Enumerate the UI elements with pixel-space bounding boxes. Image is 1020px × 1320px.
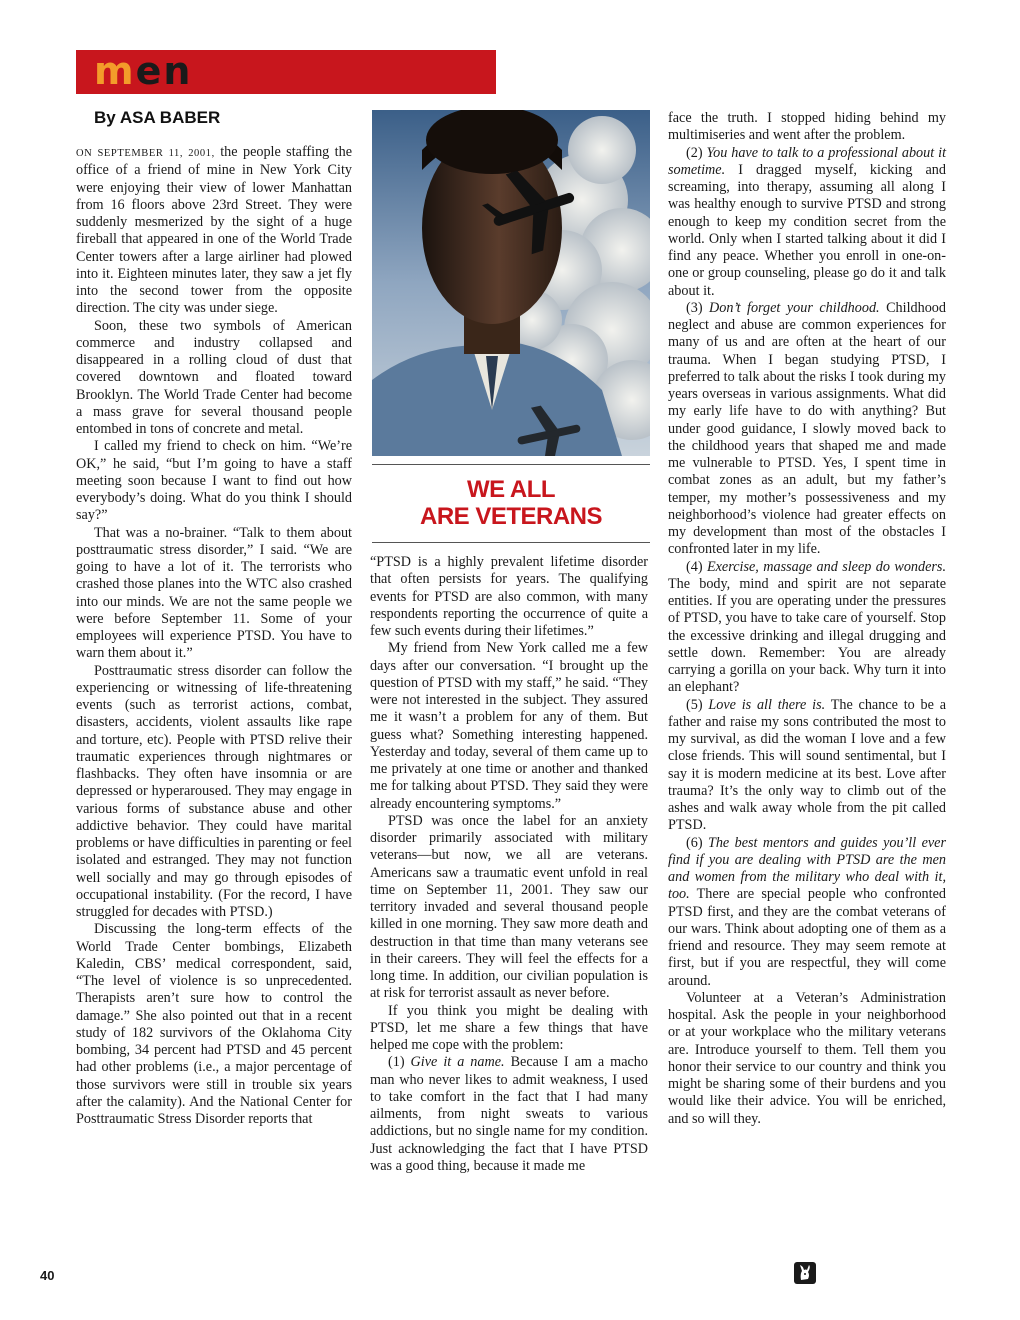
paragraph: Volunteer at a Veteran’s Administration hospital. Ask the people in your neighborhood or at your workplace who the military veterans are. Introduce yourself to them. Tell them you honor their service to our country and think you might be sharing some of their burdens and you would like their advice. You will be enriched, and so will they. xyxy=(668,989,946,1127)
headline-line-2: ARE VETERANS xyxy=(419,503,603,530)
paragraph: If you think you might be dealing with PTSD, let me share a few things that have helped me cope with the problem: xyxy=(370,1002,648,1053)
headline-line-1: WE ALL xyxy=(466,476,556,503)
paragraph: That was a no-brainer. “Talk to them about posttraumatic stress disorder,” I said. “We are going to have a lot of it. The terrorists who crashed those planes into the WTC also crashed into our minds. We are not the same people we were before September 11. Some of your employees will experience PTSD. You have to warn them about it.” xyxy=(76,524,352,662)
paragraph: “PTSD is a highly prevalent lifetime disorder that often persists for years. The qualifying events for PTSD are also common, with many respondents reporting the occurrence of quite a few such events during their lifetimes.” xyxy=(370,554,648,639)
paragraph: (2) You have to talk to a professional about it sometime. I dragged myself, kicking and screaming, into therapy, assuming all along I was healthy enough to survive PTSD and strong enough to keep my condition secret from the world. Only when I started talking about it did I find any peace. Whether you enroll in one-on-one or group counseling, please go do it and talk about it. xyxy=(668,144,947,299)
paragraph: My friend from New York called me a few days after our conversation. “I brought up the question of PTSD with my staff,” he said. “They were not interested in the subject. They assured me it wasn’t a problem for any of them. But guess what? Something interesting happened. Yesterday and today, several of them came up to me privately at one time or another and thanked me for talking about PTSD. They said they were already encountering symptoms.” xyxy=(370,640,648,812)
paragraph: (3) Don’t forget your childhood. Childhood neglect and abuse are common experiences for many of us and are often at the heart of our trauma. When I began studying PTSD, I preferred to talk about the risks I took during my years overseas in various assignments. What did my early life have to do with anything? But under good guidance, I slowly moved back to the childhood years that shaped me and made me vulnerable to PTSD. Yes, I spent time in combat zones as an adult, but my father’s temper, my mother’s possessiveness and my neighborhood’s violence had greater effects on my development than most of the obstacles I confronted later in my life. xyxy=(668,299,946,558)
paragraph: (5) Love is all there is. The chance to be a father and raise my sons contributed the most to my survival, as did the woman I love and a few close friends. This will sound sentimental, but I say it is modern medicine at its best. Love after trauma? It’s the only way to climb out of the ashes and walk away whole from the pit called PTSD. xyxy=(668,696,947,834)
section-title xyxy=(94,48,192,94)
paragraph: ON SEPTEMBER 11, 2001, the people staffing the office of a friend of mine in New York City were enjoying their view of lower Manhattan from 16 floors above 23rd Street. They were suddenly mesmerized by the sight of a huge fireball that appeared in one of the World Trade Center towers after a large airliner had plowed into it. Eighteen minutes later, they saw a jet fly into the second tower from the opposite direction. The city was under siege. xyxy=(76,144,352,317)
paragraph: (6) The best mentors and guides you’ll ever find if you are dealing with PTSD are the men and women from the military who deal with it, too. There are special people who confronted PTSD first, and they are the combat veterans of our wars. Think about adopting one of them as a friend and resource. They may seem remote at first, but if you are respectful, they will come around. xyxy=(668,834,947,989)
paragraph: I called my friend to check on him. “We’re OK,” he said, “but I’m going to have a staff meeting soon because I want to find out how everybody’s doing. What do you think I should say?” xyxy=(76,438,352,524)
illustration xyxy=(372,110,650,456)
headline-rule-top xyxy=(372,464,650,465)
headline xyxy=(372,476,650,530)
paragraph: face the truth. I stopped hiding behind my multimiseries and went after the problem. xyxy=(668,110,946,144)
column-3 xyxy=(668,110,946,1128)
paragraph: Posttraumatic stress disorder can follow the experiencing or witnessing of life-threatening events (such as terrorist actions, combat, disasters, accidents, violent assaults like rape and torture, etc). People with PTSD relive their traumatic experiences through nightmares or flashbacks. They often have insomnia or are depressed or hyperaroused. They may engage in various forms of substance abuse and other addictive behavior. They could have marital problems or have difficulties in parenting or feel isolated and estranged. They may not function well socially and may go through episodes of occupational instability. (For the record, I have struggled for decades with PTSD.) xyxy=(76,662,352,920)
section-title-initial: m xyxy=(94,49,136,93)
rabbit-head-icon xyxy=(794,1262,816,1284)
page-number: 40 xyxy=(40,1268,55,1283)
headline-rule-bottom xyxy=(372,542,650,543)
illustration-man-and-airplanes xyxy=(372,110,650,456)
paragraph: Soon, these two symbols of American commerce and industry collapsed and disappeared in a rolling cloud of dust that covered downtown and floated toward Brooklyn. The World Trade Center had become a mass grave for several thousand people entombed in tons of concrete and metal. xyxy=(76,317,352,437)
paragraph: (4) Exercise, massage and sleep do wonders. The body, mind and spirit are not separate entities. If you are operating under the pressures of PTSD, you have to take care of yourself. Stop the excessive drinking and illegal drugging and settle down. Remember: You are already carrying a gorilla on your back. Why turn it into an elephant? xyxy=(668,558,947,696)
column-2 xyxy=(370,554,648,1175)
rabbit-head-end-icon xyxy=(794,1262,816,1284)
section-banner xyxy=(76,50,496,94)
dateline: ON SEPTEMBER 11, 2001, xyxy=(76,148,215,159)
byline: By ASA BABER xyxy=(94,108,221,127)
paragraph: PTSD was once the label for an anxiety disorder primarily associated with military veterans—but now, we all are veterans. Americans saw a traumatic event unfold in real time on September 11, 2001. They saw our territory invaded and several thousand people killed in one morning. They saw more death and destruction in that time than many veterans see in their careers. They will feel the effects for a long time. In addition, our civilian population is at risk for terrorist assault as never before. xyxy=(370,812,648,1002)
column-1 xyxy=(76,144,352,1128)
section-title-rest: en xyxy=(135,49,193,93)
paragraph: (1) Give it a name. Because I am a macho man who never likes to admit weakness, I used to take comfort in the fact that I had many ailments, from night sweats to various addictions, but no single name for my condition. Just acknowledging the fact that I have PTSD was a good thing, because it made me xyxy=(370,1054,648,1174)
paragraph: Discussing the long-term effects of the World Trade Center bombings, Elizabeth Kaledin, CBS’ medical correspondent, said, “The level of violence is so unprecedented. Therapists aren’t sure how to control the damage.” She also pointed out that in a recent study of 182 survivors of the Oklahoma City bombing, 34 percent had PTSD and 45 percent had other problems (i.e., a major percentage of those survivors were still in trouble six years after the calamity). And the National Center for Posttraumatic Stress Disorder reports that xyxy=(76,921,352,1127)
